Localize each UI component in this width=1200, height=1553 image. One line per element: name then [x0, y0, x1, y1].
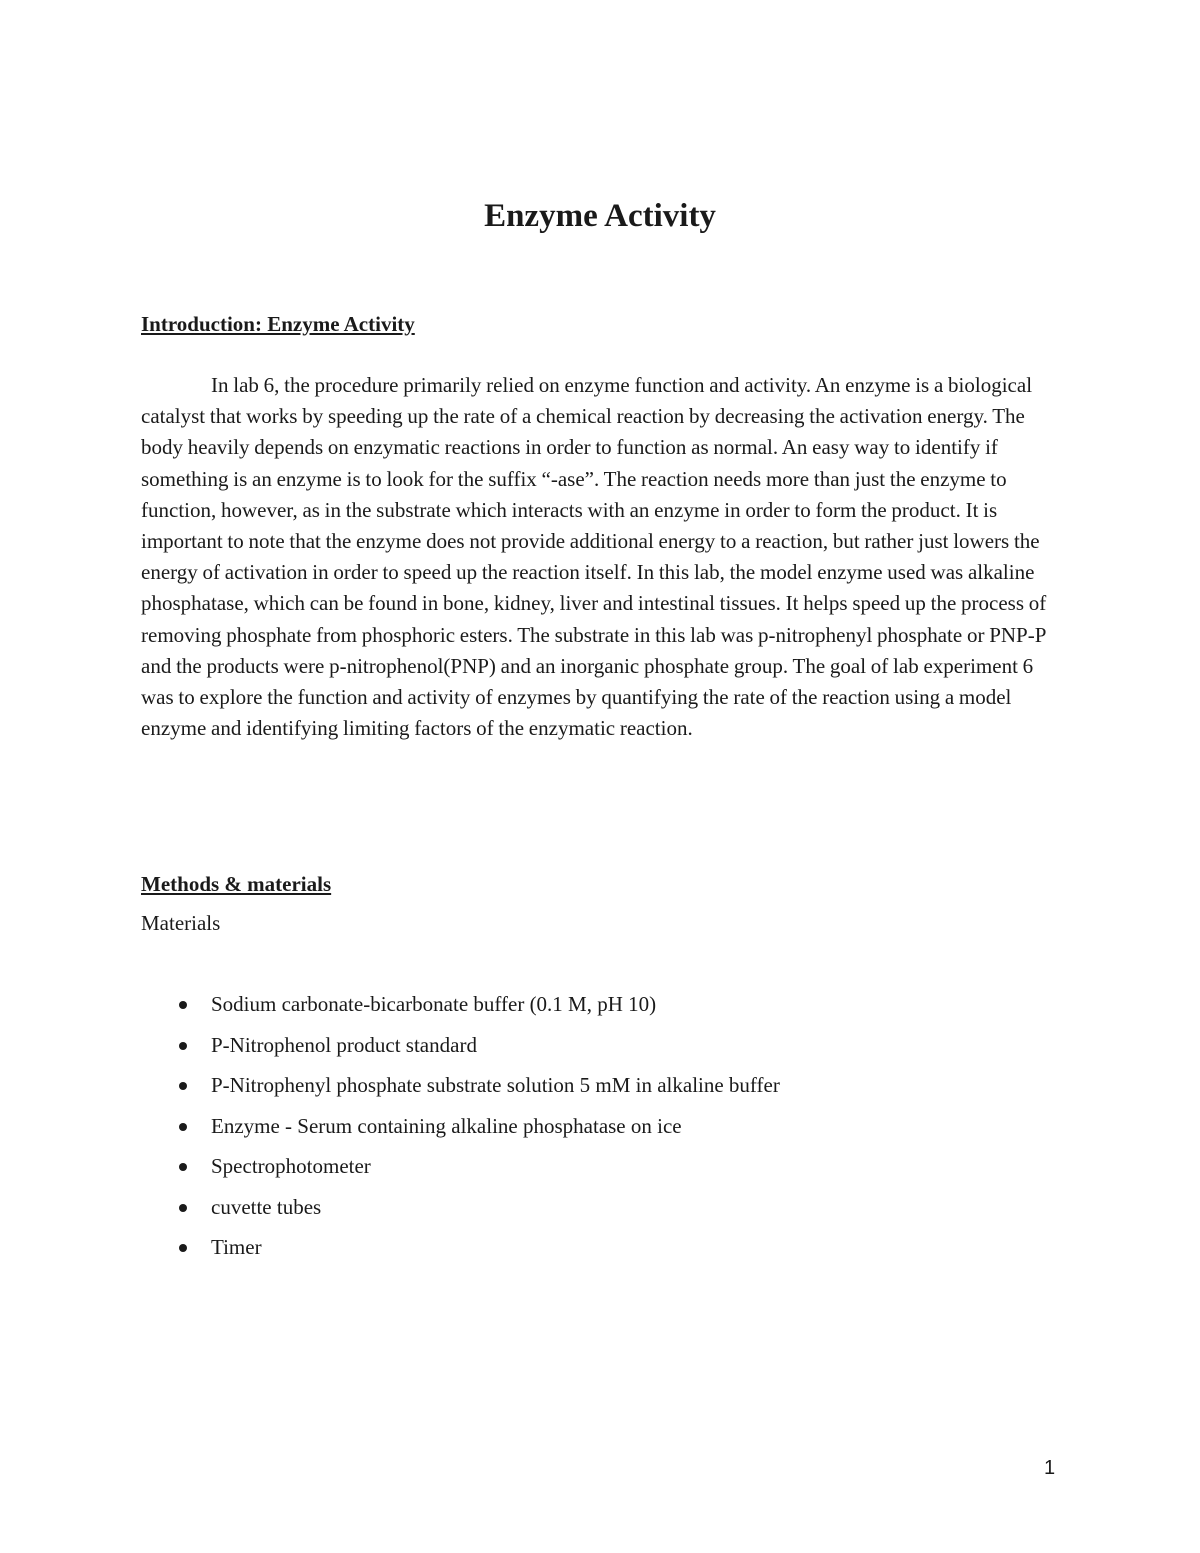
material-text: Spectrophotometer — [211, 1154, 371, 1178]
material-text: Sodium carbonate-bicarbonate buffer (0.1 M, pH 10) — [211, 992, 657, 1016]
list-item — [141, 1152, 780, 1193]
bullet-icon — [179, 1042, 187, 1050]
materials-label: Materials — [141, 911, 221, 935]
materials-list — [141, 990, 780, 1274]
methods-heading: Methods & materials — [141, 872, 332, 896]
list-item — [141, 1233, 780, 1274]
material-text: cuvette tubes — [211, 1194, 322, 1219]
list-item — [141, 1071, 780, 1112]
bullet-icon — [179, 1123, 187, 1131]
bullet-icon — [179, 1082, 187, 1090]
bullet-icon — [179, 1244, 187, 1252]
material-text: Enzyme - Serum containing alkaline phosphatase on ice — [211, 1113, 682, 1138]
document-title: Enzyme Activity — [484, 198, 716, 234]
introduction-heading: Introduction: Enzyme Activity — [141, 312, 415, 336]
list-item — [141, 990, 780, 1031]
list-item — [141, 1031, 780, 1072]
bullet-icon — [179, 1204, 187, 1212]
page-number: 1 — [1044, 1457, 1056, 1479]
list-item — [141, 1112, 780, 1153]
material-text: Timer — [211, 1235, 262, 1259]
material-text: P-Nitrophenol product standard — [211, 1032, 477, 1057]
list-item — [141, 1193, 780, 1234]
bullet-icon — [179, 1001, 187, 1009]
bullet-icon — [179, 1163, 187, 1171]
introduction-paragraph: In lab 6, the procedure primarily relied on enzyme function and activity. An enzyme is a biological catalyst that works by speeding up the rate of a chemical reaction by decreasing the activation energy. The body heavily depends on enzymatic reactions in order to function as normal. An easy way to identify if something is an enzyme is to look for the suffix “-ase”. The reaction needs more than just the enzyme to function, however, as in the substrate which interacts with an enzyme in order to form the product. It is important to note that the enzyme does not provide additional energy to a reaction, but rather just lowers the energy of activation in order to speed up the reaction itself. In this lab, the model enzyme used was alkaline phosphatase, which can be found in bone, kidney, liver and intestinal tissues. It helps speed up the process of removing phosphate from phosphoric esters. The substrate in this lab was p-nitrophenyl phosphate or PNP-P and the products were p-nitrophenol(PNP) and an inorganic phosphate group. The goal of lab experiment 6 was to explore the function and activity of enzymes by quantifying the rate of the reaction using a model enzyme and identifying limiting factors of the enzymatic reaction. — [141, 373, 1047, 741]
material-text: P-Nitrophenyl phosphate substrate solution 5 mM in alkaline buffer — [211, 1073, 780, 1097]
